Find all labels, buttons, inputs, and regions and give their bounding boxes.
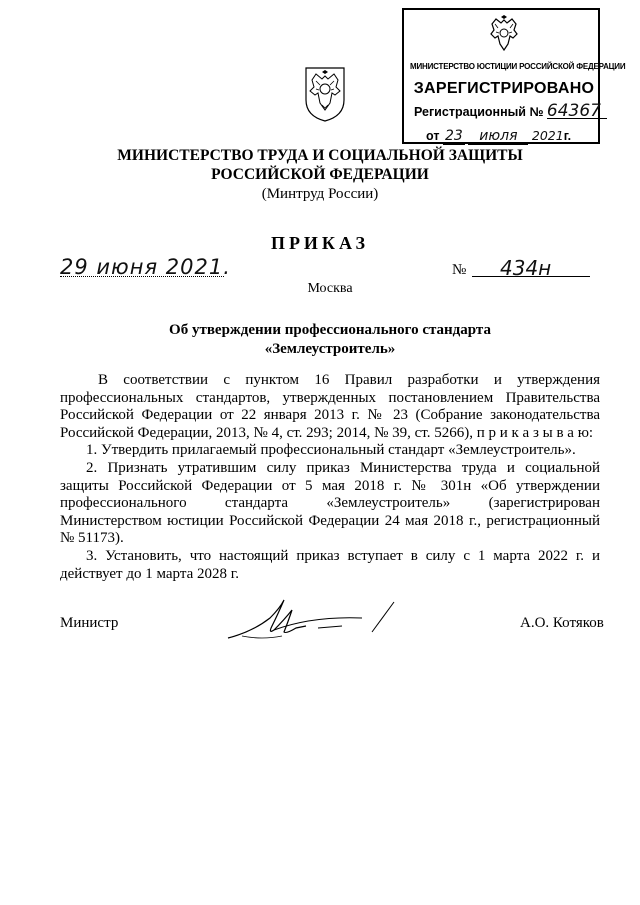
stamp-reg-number: 64367 <box>547 104 607 119</box>
order-date: 29 июня 2021. <box>60 255 231 279</box>
order-title <box>60 321 600 359</box>
order-date-underline <box>60 276 224 277</box>
coat-of-arms-icon <box>488 14 520 54</box>
document-type: ПРИКАЗ <box>270 233 370 253</box>
ministry-name-line2: РОССИЙСКОЙ ФЕДЕРАЦИИ <box>211 166 429 183</box>
stamp-year-suffix: г. <box>563 129 572 143</box>
signatory-name: А.О. Котяков <box>520 615 604 631</box>
ministry-short-name: (Минтруд России) <box>261 186 379 202</box>
stamp-ministry-text: МИНИСТЕРСТВО ЮСТИЦИИ РОССИЙСКОЙ ФЕДЕРАЦИИ <box>410 62 626 71</box>
clause-3: 3. Установить, что настоящий приказ вступает в силу с 1 марта 2022 г. и действует до 1 марта 2028 г. <box>60 547 600 582</box>
handwritten-signature <box>222 596 402 644</box>
clause-1: 1. Утвердить прилагаемый профессиональный стандарт «Землеустроитель». <box>86 442 576 459</box>
stamp-year: 2021 <box>531 128 564 143</box>
order-number-sign: № <box>452 262 467 278</box>
stamp-month: июля <box>468 128 528 145</box>
stamp-registration-line <box>414 101 607 121</box>
preamble-paragraph: В соответствии с пунктом 16 Правил разработки и утверждения профессиональных стандартов, утвержденных постановлением Правительства Российской Федерации от 22 января 2013 г. № 23 (Собрание законодательства Российской Федерации, 2013, № 4, ст. 293; 2014, № 39, ст. 5266), п р и к а з ы в а ю: <box>60 372 600 441</box>
signatory-role: Министр <box>60 615 119 631</box>
order-body <box>60 372 600 583</box>
stamp-day: 23 <box>443 128 465 145</box>
registration-stamp <box>402 8 626 144</box>
stamp-date-line <box>426 128 571 145</box>
order-number: 434н <box>500 256 552 280</box>
order-city: Москва <box>307 281 353 296</box>
clause-2: 2. Признать утратившим силу приказ Министерства труда и социальной защиты Российской Федерации от 5 мая 2018 г. № 301н «Об утверждении профессионального стандарта «Землеустроитель» (зарегистрирован Министерством юстиции Российской Федерации 24 мая 2018 г., регистрационный № 51173). <box>60 459 600 547</box>
ministry-name-line1: МИНИСТЕРСТВО ТРУДА И СОЦИАЛЬНОЙ ЗАЩИТЫ <box>117 147 523 164</box>
stamp-from-label: от <box>426 129 440 143</box>
stamp-reg-label: Регистрационный № <box>414 105 544 119</box>
order-number-underline <box>472 276 590 277</box>
stamp-registered-text: ЗАРЕГИСТРИРОВАНО <box>413 80 595 97</box>
order-title-line2: «Землеустроитель» <box>264 341 396 357</box>
coat-of-arms-icon <box>303 64 347 124</box>
order-title-line1: Об утверждении профессионального стандарта <box>169 322 491 338</box>
